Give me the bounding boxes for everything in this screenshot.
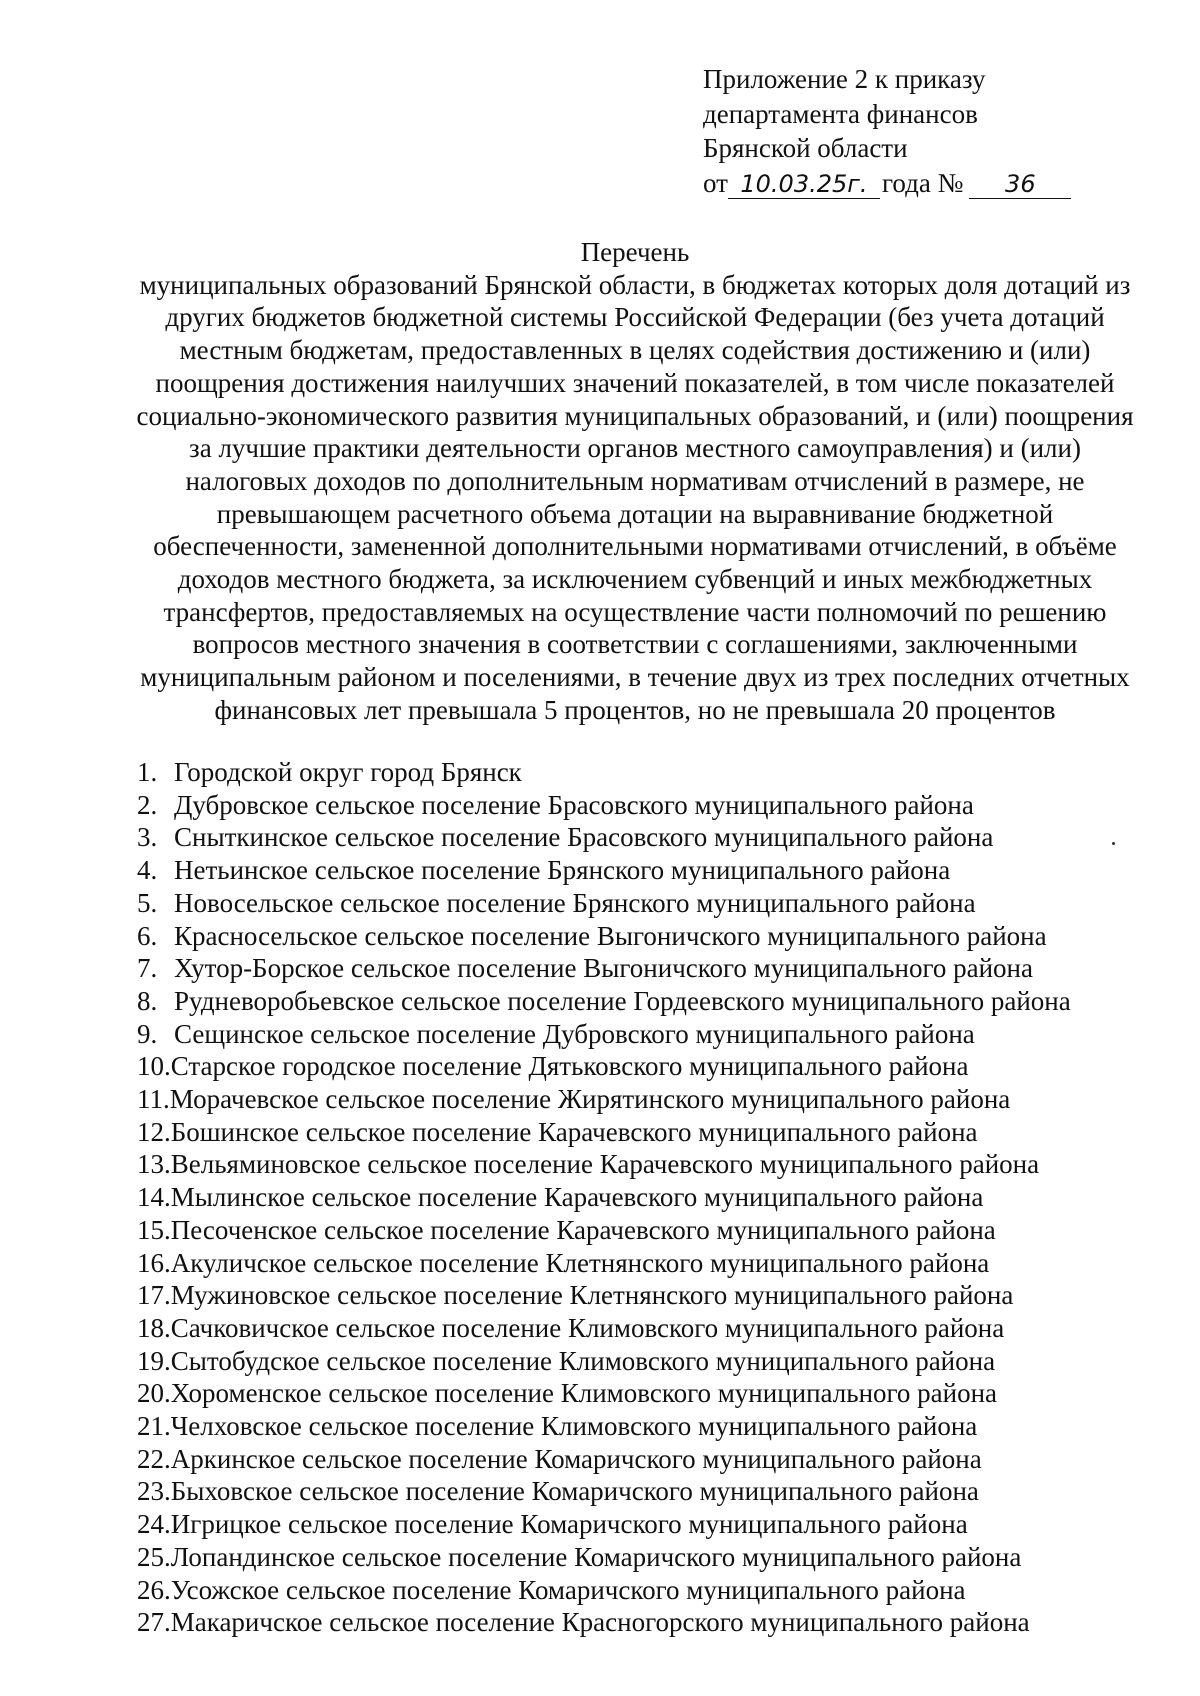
- municipality-list: [137, 756, 1071, 1639]
- list-item-text: Мылинское сельское поселение Карачевского муниципального района: [170, 1182, 984, 1213]
- list-item-text: Городской округ город Брянск: [174, 757, 522, 787]
- list-item-text: Лопандинское сельское поселение Комаричского муниципального района: [170, 1541, 1022, 1572]
- list-item-text: Старское городское поселение Дятьковского муниципального района: [170, 1051, 969, 1082]
- list-item-number: 20.: [137, 1378, 171, 1409]
- list-item: [137, 1443, 1071, 1476]
- list-item: [137, 1279, 1071, 1312]
- list-item: [137, 1345, 1071, 1378]
- title-line: трансфертов, предоставляемых на осуществление части полномочий по решению: [163, 596, 1107, 627]
- list-item-text: Морачевское сельское поселение Жирятинского муниципального района: [169, 1084, 1011, 1115]
- number-sign: №: [937, 167, 964, 198]
- list-item-number: 5.: [137, 887, 158, 918]
- scan-speck: [1112, 842, 1115, 845]
- title-line: поощрения достижения наилучших значений показателей, в том числе показателей: [155, 367, 1115, 398]
- year-word: года: [881, 167, 931, 198]
- list-item: [137, 1574, 1071, 1607]
- list-item: [137, 1508, 1071, 1541]
- list-item: [137, 756, 1071, 789]
- document-title: [95, 236, 1175, 727]
- list-item: [137, 1214, 1071, 1247]
- list-item-number: 27.: [137, 1607, 171, 1638]
- list-item-text: Хутор-Борское сельское поселение Выгоничского муниципального района: [174, 953, 1033, 984]
- list-item-number: 15.: [137, 1214, 171, 1245]
- title-line: доходов местного бюджета, за исключением субвенций и иных межбюджетных: [177, 564, 1093, 595]
- list-item-number: 23.: [137, 1476, 171, 1507]
- list-item-number: 2.: [137, 789, 158, 820]
- list-item: [137, 821, 1071, 854]
- title-line: обеспеченности, замененной дополнительными нормативами отчислений, в объёме: [153, 531, 1117, 562]
- list-item-text: Аркинское сельское поселение Комаричского муниципального района: [170, 1443, 982, 1474]
- list-item: [137, 1181, 1071, 1214]
- list-item-text: Бошинское сельское поселение Карачевского муниципального района: [170, 1116, 978, 1147]
- list-item-text: Новосельское сельское поселение Брянского муниципального района: [174, 887, 976, 918]
- title-heading: Перечень: [580, 237, 690, 267]
- list-item: [137, 887, 1071, 920]
- list-item-number: 7.: [137, 953, 158, 984]
- list-item-text: Сныткинское сельское поселение Брасовского муниципального района: [174, 822, 994, 853]
- list-item-text: Хороменское сельское поселение Климовского муниципального района: [170, 1378, 998, 1409]
- title-line: муниципальным районом и поселениями, в течение двух из трех последних отчетных: [140, 662, 1130, 693]
- list-item: [137, 1116, 1071, 1149]
- list-item-number: 13.: [137, 1149, 171, 1180]
- list-item-text: Сачковичское сельское поселение Климовского муниципального района: [170, 1312, 1005, 1343]
- list-item-text: Быховское сельское поселение Комаричского муниципального района: [170, 1476, 979, 1507]
- list-item-number: 22.: [137, 1443, 171, 1474]
- list-item-text: Рудневоробьевское сельское поселение Гордеевского муниципального района: [174, 985, 1071, 1016]
- list-item: [137, 985, 1071, 1018]
- appendix-header: [703, 62, 1071, 200]
- list-item-text: Сещинское сельское поселение Дубровского муниципального района: [174, 1018, 975, 1049]
- list-item: [137, 1083, 1071, 1116]
- title-line: местным бюджетам, предоставленных в целях содействия достижению и (или): [179, 335, 1091, 366]
- list-item-number: 19.: [137, 1345, 171, 1376]
- list-item-number: 16.: [137, 1247, 171, 1278]
- appendix-line-1: Приложение 2 к приказу: [703, 64, 986, 94]
- list-item: [137, 1247, 1071, 1280]
- list-item-text: Сытобудское сельское поселение Климовского муниципального района: [170, 1345, 996, 1376]
- list-item: [137, 1606, 1071, 1639]
- list-item: [137, 1312, 1071, 1345]
- appendix-date-line: [703, 166, 1071, 201]
- list-item-number: 17.: [137, 1280, 171, 1311]
- list-item-number: 4.: [137, 855, 158, 886]
- title-line: муниципальных образований Брянской области, в бюджетах которых доля дотаций из: [139, 269, 1131, 300]
- list-item-number: 14.: [137, 1182, 171, 1213]
- title-body: [95, 269, 1175, 727]
- title-line: финансовых лет превышала 5 процентов, но не превышала 20 процентов: [214, 694, 1056, 725]
- handwritten-date: 10.03.25г.: [728, 170, 880, 199]
- title-line: превышающем расчетного объема дотации на выравнивание бюджетной: [216, 498, 1054, 529]
- list-item: [137, 1410, 1071, 1443]
- list-item: [137, 1475, 1071, 1508]
- handwritten-number: 36: [969, 170, 1071, 199]
- list-item-number: 9.: [137, 1018, 158, 1049]
- list-item-text: Красносельское сельское поселение Выгоничского муниципального района: [174, 920, 1047, 951]
- list-item-text: Мужиновское сельское поселение Клетнянского муниципального района: [170, 1280, 1014, 1311]
- list-item: [137, 789, 1071, 822]
- list-item-text: Вельяминовское сельское поселение Карачевского муниципального района: [170, 1149, 1040, 1180]
- list-item: [137, 854, 1071, 887]
- list-item-number: 1.: [137, 757, 158, 787]
- title-line: других бюджетов бюджетной системы Российской Федерации (без учета дотаций: [165, 302, 1105, 333]
- list-item-text: Макаричское сельское поселение Красногорского муниципального района: [170, 1607, 1030, 1638]
- list-item-text: Акуличское сельское поселение Клетнянского муниципального района: [170, 1247, 990, 1278]
- list-item-text: Игрицкое сельское поселение Комаричского муниципального района: [170, 1509, 968, 1540]
- appendix-line-2: департамента финансов: [703, 98, 978, 129]
- title-line: за лучшие практики деятельности органов местного самоуправления) и (или): [189, 433, 1081, 464]
- list-item: [137, 1148, 1071, 1181]
- list-item-text: Усожское сельское поселение Комаричского муниципального района: [170, 1574, 966, 1605]
- list-item-number: 24.: [137, 1509, 171, 1540]
- list-item: [137, 1018, 1071, 1051]
- list-item: [137, 1377, 1071, 1410]
- appendix-line-3: Брянской области: [703, 133, 908, 163]
- from-prefix: от: [703, 167, 728, 198]
- list-item: [137, 920, 1071, 953]
- title-line: налоговых доходов по дополнительным нормативам отчислений в размере, не: [185, 465, 1085, 496]
- list-item-text: Челховское сельское поселение Климовского муниципального района: [170, 1411, 978, 1442]
- list-item-text: Дубровское сельское поселение Брасовского муниципального района: [174, 789, 974, 820]
- list-item-number: 21.: [137, 1411, 171, 1442]
- list-item-number: 12.: [137, 1116, 171, 1147]
- list-item-number: 3.: [137, 822, 158, 853]
- list-item-text: Нетьинское сельское поселение Брянского муниципального района: [174, 855, 951, 886]
- list-item: [137, 952, 1071, 985]
- list-item-text: Песоченское сельское поселение Карачевского муниципального района: [170, 1214, 996, 1245]
- list-item-number: 26.: [137, 1574, 171, 1605]
- list-item: [137, 1050, 1071, 1083]
- list-item-number: 18.: [137, 1312, 171, 1343]
- list-item-number: 10.: [137, 1051, 171, 1082]
- list-item: [137, 1541, 1071, 1574]
- list-item-number: 6.: [137, 920, 158, 951]
- list-item-number: 8.: [137, 985, 158, 1016]
- title-line: вопросов местного значения в соответствии с соглашениями, заключенными: [192, 629, 1078, 660]
- list-item-number: 25.: [137, 1541, 171, 1572]
- title-line: социально-экономического развития муниципальных образований, и (или) поощрения: [136, 400, 1134, 431]
- list-item-number: 11.: [137, 1084, 170, 1115]
